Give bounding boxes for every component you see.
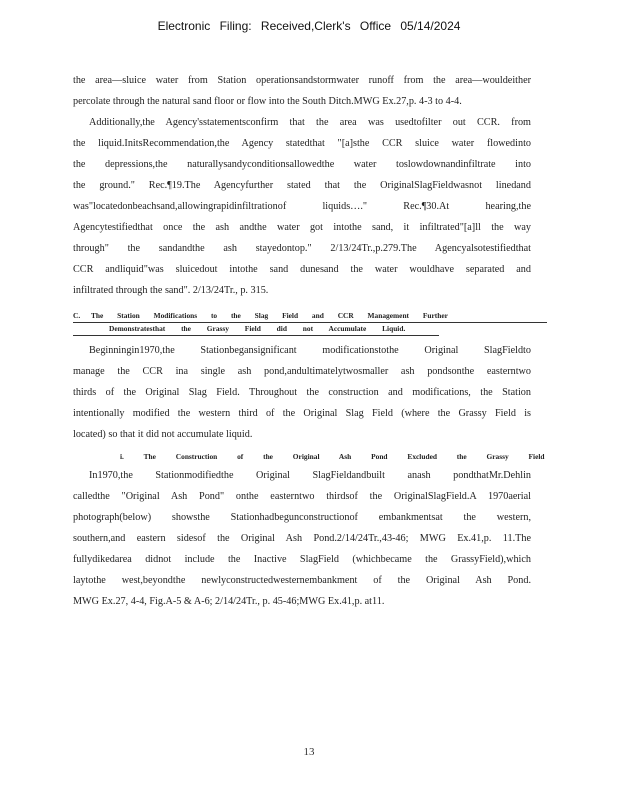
paragraph-line: Beginningin1970,the Stationbegansignificant modificationstothe Original SlagFieldto	[89, 345, 531, 356]
paragraph-line: manage the CCR ina single ash pond,andultimatelytwosmaller ash pondsonthe easterntwo	[73, 366, 531, 377]
paragraph-line: located) so that it did not accumulate liquid.	[73, 429, 253, 440]
document-body	[73, 70, 545, 612]
paragraph-line: southern,and eastern sidesof the Original Ash Pond.2/14/24Tr.,43-46; MWG Ex.41,p. 11.The	[73, 533, 531, 544]
paragraph-line: Additionally,the Agency'sstatementsconfirm that the area was usedtofilter out CCR. from	[89, 117, 531, 128]
subsection-heading-i: i. The Construction of the Original Ash Pond Excluded the Grassy Field	[120, 452, 545, 461]
paragraph-line: thirds of the Original Slag Field. Throughout the construction and modifications, the Station	[73, 387, 531, 398]
paragraph-line: photograph(below) showsthe Stationhadbegunconstructionof embankmentsat the western,	[73, 512, 531, 523]
paragraph-line: CCR andliquid"was sluicedout intothe sand dunesand the water wouldhave separated and	[73, 264, 531, 275]
paragraph-line: was"locatedonbeachsand,allowingrapidinfiltrationof liquids…." Rec.¶30.At hearing,the	[73, 201, 531, 212]
section-heading-line1: The Station Modifications to the Slag Field and CCR Management Further	[73, 310, 547, 323]
paragraph-line: fullydikedarea didnot include the Inactive SlagField (whichbecame the GrassyField),which	[73, 554, 531, 565]
paragraph-line: infiltrated through the sand". 2/13/24Tr., p. 315.	[73, 285, 269, 296]
paragraph-line: through" the sandandthe ash stayedontop." 2/13/24Tr.,p.279.The Agencyalsotestifiedthat	[73, 243, 531, 254]
paragraph-line: calledthe "Original Ash Pond" onthe easterntwo thirdsof the OriginalSlagField.A 1970aerial	[73, 491, 531, 502]
section-heading-c	[73, 310, 531, 336]
paragraph-line: the area—sluice water from Station operationsandstormwater runoff from the area—wouldeither	[73, 75, 531, 86]
paragraph-line: MWG Ex.27, 4-4, Fig.A-5 & A-6; 2/14/24Tr., p. 45-46;MWG Ex.41,p. at11.	[73, 596, 385, 607]
paragraph-line: Agencytestifiedthat once the ash andthe water got intothe sand, it infiltrated"[a]ll the way	[73, 222, 531, 233]
paragraph-line: percolate through the natural sand floor or flow into the South Ditch.MWG Ex.27,p. 4-3 to 4-4.	[73, 96, 462, 107]
page-number: 13	[303, 746, 315, 758]
paragraph-line: the liquid.InitsRecommendation,the Agency statedthat "[a]sthe CCR sluice water flowedinto	[73, 138, 531, 149]
paragraph-line: In1970,the Stationmodifiedthe Original SlagFieldandbuilt anash pondthatMr.Dehlin	[89, 470, 531, 481]
paragraph-line: intentionally modified the western third of the Original Slag Field (where the Grassy Field is	[73, 408, 531, 419]
section-heading-line2: Demonstratesthat the Grassy Field did not Accumulate Liquid.	[73, 323, 439, 336]
paragraph-line: the depressions,the naturallysandyconditionsallowedthe water toslowdownandinfiltrate into	[73, 159, 531, 170]
paragraph-line: the ground." Rec.¶19.The Agencyfurther stated that the OriginalSlagFieldwasnot linedand	[73, 180, 531, 191]
paragraph-line: laytothe west,beyondthe newlyconstructedwesternembankment of the Original Ash Pond.	[73, 575, 531, 586]
filing-header: Electronic Filing: Received,Clerk's Office 05/14/2024	[157, 19, 461, 33]
section-letter: C.	[73, 311, 81, 320]
